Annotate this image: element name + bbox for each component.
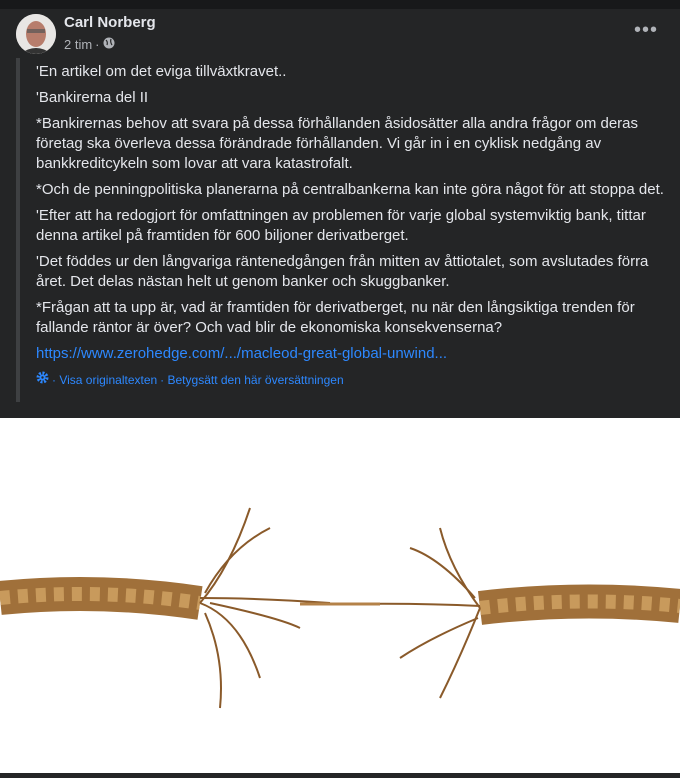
translation-bar xyxy=(36,370,666,390)
paragraph: 'Det föddes ur den långvariga räntenedgången från mitten av åttiotalet, som avslutades förra året. Det delas nästan helt ut genom banker och skuggbanker. xyxy=(36,253,649,290)
avatar[interactable] xyxy=(16,14,56,54)
rate-translation-link[interactable]: · Betygsätt den här översättningen xyxy=(160,373,344,387)
paragraph: *Bankirernas behov att svara på dessa förhållanden åsidosätter alla andra frågor om deras företag ska överleva dessa förändrade förhållanden. Vi går in i en cyklisk nedgång av bankkreditcykeln som lovar att vara katastrofalt. xyxy=(36,115,639,172)
globe-icon xyxy=(103,37,115,52)
post-body xyxy=(36,62,666,390)
show-original-link[interactable]: · Visa originaltexten xyxy=(52,373,158,387)
post-meta xyxy=(64,37,115,52)
frayed-rope-image xyxy=(0,418,680,773)
gear-icon[interactable] xyxy=(36,370,49,390)
top-strip xyxy=(0,0,680,9)
paragraph: *Frågan att ta upp är, vad är framtiden för derivatberget, nu när den långsiktiga trenden för fallande räntor är över? Och vad blir de ekonomiska konsekvenserna? xyxy=(36,299,635,336)
paragraph: 'En artikel om det eviga tillväxtkravet.. xyxy=(36,63,287,80)
paragraph: 'Efter att ha redogjort för omfattningen av problemen för varje global systemviktig bank, tittar denna artikel på framtiden för 600 biljoner derivatberget. xyxy=(36,207,646,244)
separator: · xyxy=(95,37,100,52)
post-time[interactable]: 2 tim xyxy=(64,37,93,52)
article-link[interactable]: https://www.zerohedge.com/.../macleod-great-global-unwind... xyxy=(36,345,448,362)
quote-bar xyxy=(16,58,20,402)
paragraph: 'Bankirerna del II xyxy=(36,89,149,106)
post-image[interactable] xyxy=(0,418,680,773)
paragraph: *Och de penningpolitiska planerarna på centralbankerna kan inte göra något för att stoppa det. xyxy=(36,181,664,198)
author-name[interactable]: Carl Norberg xyxy=(64,14,156,31)
more-options-button[interactable]: ••• xyxy=(633,19,658,41)
